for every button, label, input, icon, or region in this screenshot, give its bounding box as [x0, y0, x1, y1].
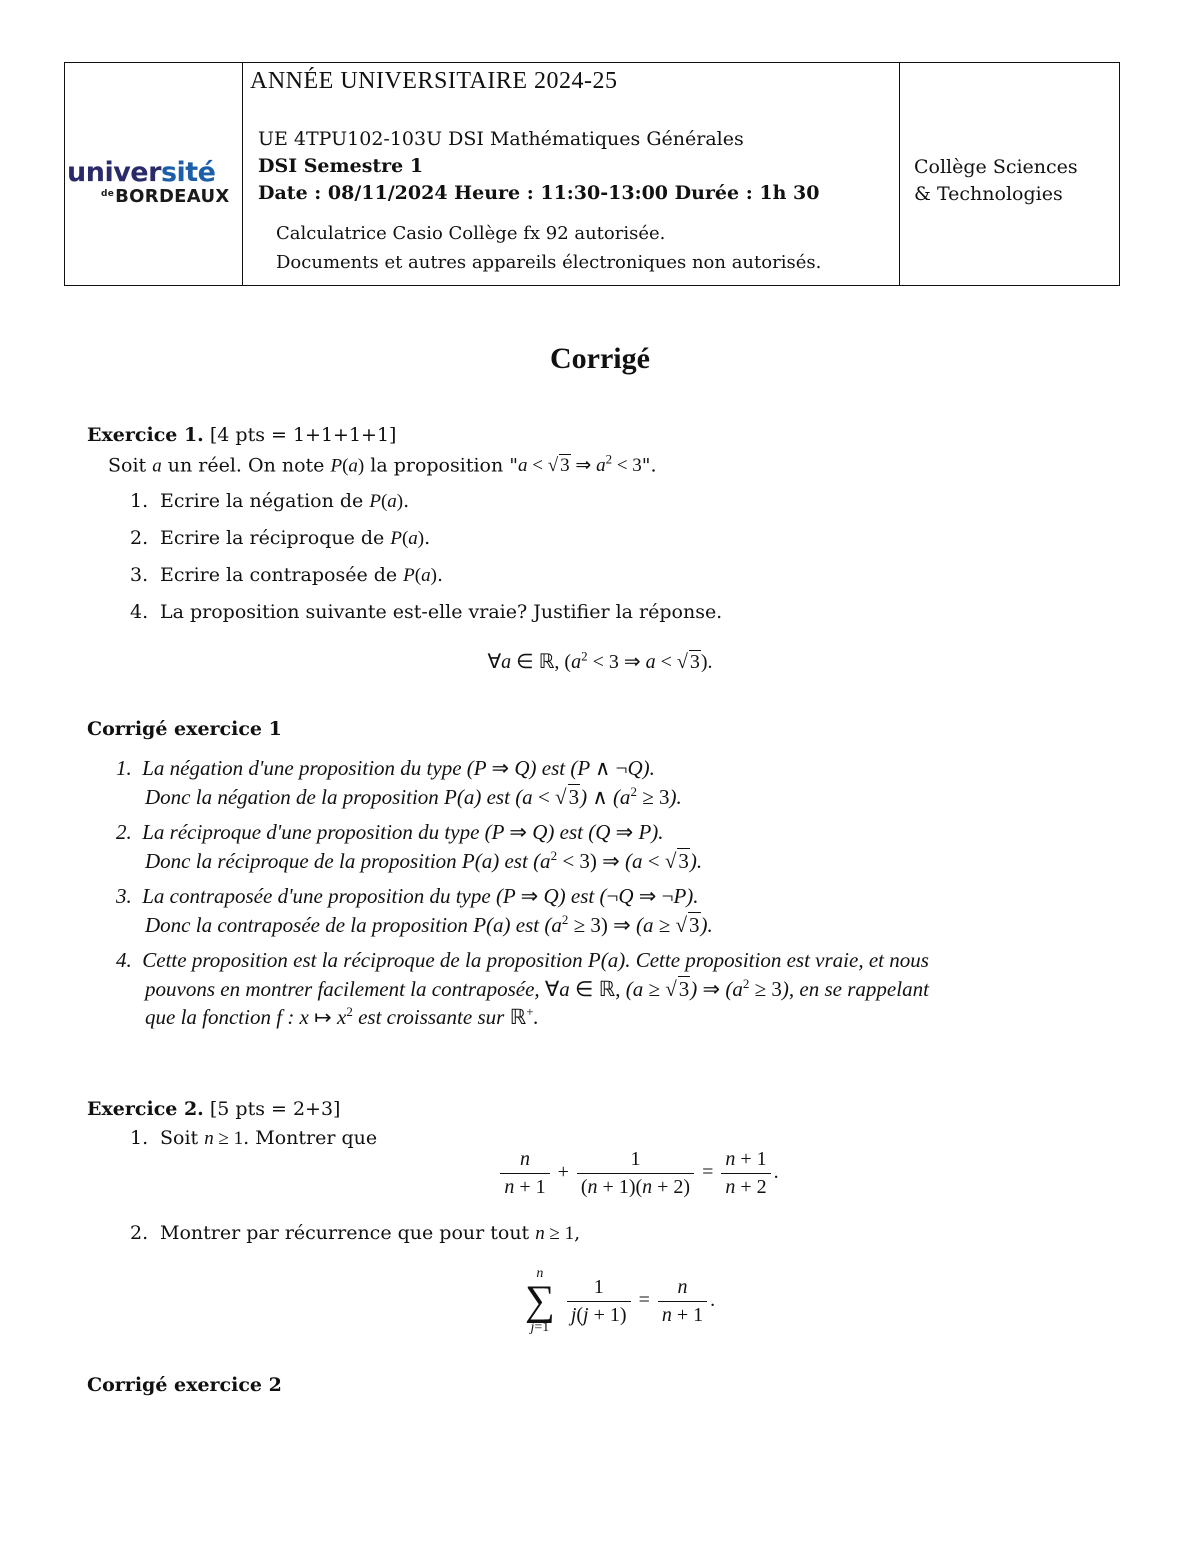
frac-sum-term: $\frac{1}{j(j + 1)}$ [567, 1276, 631, 1327]
exercise1-title: Exercice 1. [87, 424, 204, 446]
correction2-heading: Corrigé exercice 2 [87, 1374, 282, 1396]
academic-year-title: ANNÉE UNIVERSITAIRE 2024-25 [250, 68, 618, 94]
ex1-item-1-text: Ecrire la négation de [160, 490, 370, 512]
ex1-item-1: Ecrire la négation de P(a). [160, 490, 410, 512]
corr1-item1-text: La négation d'une proposition du type [142, 756, 467, 780]
university-logo [67, 157, 239, 213]
ex1-num-4: 4. [130, 601, 149, 623]
math-pa: P(a) [330, 455, 365, 477]
frac-sum-result: $\frac{n}{n + 1}$ [658, 1276, 707, 1327]
exercise2-title: Exercice 2. [87, 1098, 204, 1120]
ex1-item-3: Ecrire la contraposée de P(a). [160, 564, 443, 586]
logo-cell [65, 63, 243, 285]
corr1-item3-text: La contraposée d'une proposition du type [142, 884, 496, 908]
ex2-item-2: Montrer par récurrence que pour tout n ≥ 1, [160, 1222, 581, 1244]
corr1-item1b-text: Donc la négation de la proposition [145, 785, 445, 809]
corr1-item-4c: que la fonction f : x ↦ $x^2$ est croissante sur ℝ+. [145, 1004, 539, 1029]
logo-part-a: univer [67, 157, 161, 188]
corr1-item2-text: La réciproque d'une proposition du type [142, 820, 485, 844]
exercise1-points: [4 pts = 1+1+1+1] [209, 424, 397, 446]
math-pa: P(a) [390, 528, 425, 549]
logo-wordmark [67, 157, 215, 188]
formula-fraction-identity: $\frac{n}{n + 1}$ + $\frac{1}{(n + 1)(n + 2)}$ = $\frac{n + 1}{n + 2}$ . [497, 1161, 778, 1183]
logo-small: de [101, 189, 115, 199]
corr1-item4-text: Cette proposition est la réciproque de la proposition [142, 948, 588, 972]
ex2-item1-text-a: Soit [160, 1127, 205, 1149]
math-proposition: a < √ 3 ⇒ $a^2 < 3$ [517, 452, 642, 477]
corr1-item-4: 4. Cette proposition est la réciproque de la proposition P(a). Cette proposition est vraie, et nous [116, 948, 929, 972]
intro-text-c: la proposition " [364, 454, 518, 477]
calculator-note: Calculatrice Casio Collège fx 92 autorisée. [276, 223, 666, 244]
exercise2-points: [5 pts = 2+3] [209, 1098, 341, 1120]
frac-1: $\frac{n}{n + 1}$ [500, 1148, 549, 1199]
corr1-item4c-text: que la fonction [145, 1005, 277, 1029]
formula-sum: n ∑ j=1 $\frac{1}{j(j + 1)}$ = $\frac{n}{n + 1}$ . [524, 1266, 716, 1335]
date-line: Date : 08/11/2024 Heure : 11:30-13:00 Durée : 1h 30 [258, 182, 820, 204]
corr1-item3b-text: Donc la contraposée de la proposition [145, 913, 474, 937]
ex2-item-1 [160, 1127, 377, 1150]
ex2-num-2: 2. [130, 1222, 149, 1244]
ex1-item-2-text: Ecrire la réciproque de [160, 527, 391, 549]
corr1-item-1b: Donc la négation de la proposition P(a) est (a < √3) ∧ $(a^2 \ge 3)$. [145, 784, 682, 809]
math-n-geq-1: n ≥ 1 [535, 1223, 575, 1244]
corr1-item4-text-b: . Cette proposition est vraie, et nous [625, 948, 929, 972]
corr1-item2b-text: Donc la réciproque de la proposition [145, 849, 462, 873]
ex1-item-4: La proposition suivante est-elle vraie? Justifier la réponse. [160, 601, 723, 623]
corr1-item4b-text: pouvons en montrer facilement la contraposée, [145, 977, 545, 1001]
corr1-item-4b: pouvons en montrer facilement la contraposée, ∀a ∈ ℝ, (a ≥ √3) ⇒ $(a^2 \ge 3)$, en se rappelant [145, 976, 929, 1001]
exercise1-intro [108, 452, 657, 477]
logo-subtitle [101, 186, 230, 207]
math-a: a [152, 455, 162, 477]
math-pa: P(a) [369, 491, 404, 512]
logo-bordeaux: BORDEAUX [115, 186, 230, 207]
college-line-2: & Technologies [914, 183, 1063, 205]
semester-line: DSI Semestre 1 [258, 155, 424, 177]
ex1-num-2: 2. [130, 527, 149, 549]
page-title: Corrigé [550, 342, 650, 375]
display-formula-2 [38, 1148, 1200, 1199]
correction1-heading: Corrigé exercice 1 [87, 718, 282, 740]
ex2-item1-text-b: . Montrer que [243, 1127, 378, 1149]
frac-2: $\frac{1}{(n + 1)(n + 2)}$ [577, 1148, 694, 1199]
exercise1-heading [87, 424, 396, 446]
college-line-1: Collège Sciences [914, 156, 1078, 178]
corr1-item4c-text-b: est croissante sur [352, 1005, 510, 1029]
display-formula-3 [20, 1266, 1200, 1336]
intro-text-a: Soit [108, 454, 153, 477]
ue-line: UE 4TPU102-103U DSI Mathématiques Générales [258, 128, 744, 150]
ex1-num-3: 3. [130, 564, 149, 586]
exercise2-heading [87, 1098, 340, 1120]
ex2-num-1: 1. [130, 1127, 149, 1149]
ex1-num-1: 1. [130, 490, 149, 512]
corr1-item-2: 2. La réciproque d'une proposition du type (P ⇒ Q) est (Q ⇒ P). [116, 820, 664, 844]
documents-note: Documents et autres appareils électroniques non autorisés. [276, 252, 822, 273]
corr1-item-1: 1. La négation d'une proposition du type (P ⇒ Q) est (P ∧ ¬Q). [116, 756, 655, 780]
ex1-item-3-text: Ecrire la contraposée de [160, 564, 404, 586]
logo-part-b: sité [160, 157, 216, 188]
ex1-item-2: Ecrire la réciproque de P(a). [160, 527, 431, 549]
math-n-geq-1: n ≥ 1 [204, 1128, 244, 1149]
intro-text-b: un réel. On note [161, 454, 331, 477]
corr1-item-3b: Donc la contraposée de la proposition P(a) est $(a^2 \ge 3)$ ⇒ (a ≥ √3). [145, 912, 713, 937]
corr1-item4b-text-b: , en se rappelant [788, 977, 929, 1001]
frac-3: $\frac{n + 1}{n + 2}$ [721, 1148, 770, 1199]
corr1-item-2b: Donc la réciproque de la proposition P(a) est $(a^2 < 3)$ ⇒ (a < √3). [145, 848, 703, 873]
ex2-item2-text: Montrer par récurrence que pour tout [160, 1222, 536, 1244]
display-formula-1 [0, 648, 1200, 674]
corr1-item-3: 3. La contraposée d'une proposition du type (P ⇒ Q) est (¬Q ⇒ ¬P). [116, 884, 699, 908]
sum-symbol: n ∑ j=1 [524, 1266, 555, 1335]
intro-text-end: ". [641, 454, 657, 477]
math-pa: P(a) [403, 565, 437, 586]
formula-forall: ∀a ∈ ℝ, ($a^2 < 3$ ⇒ a < √ 3). [487, 648, 713, 673]
